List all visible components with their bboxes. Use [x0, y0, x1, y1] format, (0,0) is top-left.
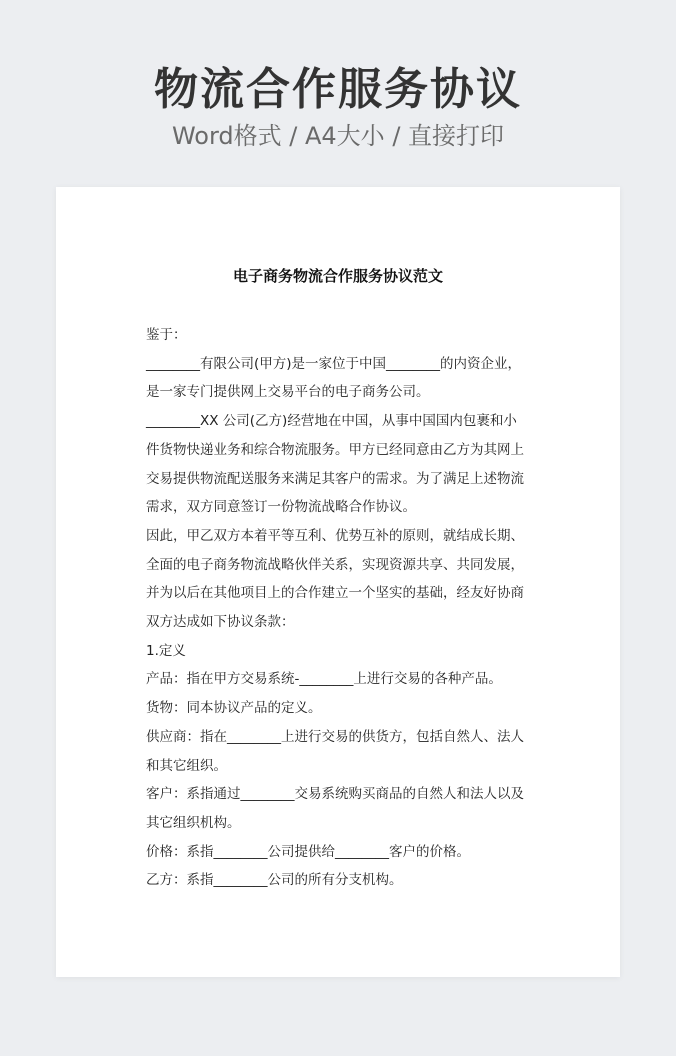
document-line: 产品：指在甲方交易系统-________上进行交易的各种产品。 [146, 671, 502, 688]
document-line: 其它组织机构。 [146, 814, 241, 831]
document-line: 1.定义 [146, 642, 186, 659]
document-line: 价格：系指________公司提供给________客户的价格。 [146, 843, 470, 860]
document-line: 和其它组织。 [146, 757, 227, 774]
document-line: 并为以后在其他项目上的合作建立一个坚实的基础，经友好协商 [146, 585, 524, 602]
document-line: ________XX 公司(乙方)经营地在中国，从事中国国内包裹和小 [146, 413, 517, 430]
document-line: 是一家专门提供网上交易平台的电子商务公司。 [146, 384, 430, 401]
document-line: 全面的电子商务物流战略伙伴关系，实现资源共享、共同发展， [146, 556, 524, 573]
document-title: 电子商务物流合作服务协议范文 [232, 267, 443, 285]
document-body [146, 321, 532, 895]
document-line: 客户：系指通过________交易系统购买商品的自然人和法人以及 [146, 786, 524, 803]
banner [0, 0, 676, 185]
document-line: 供应商：指在________上进行交易的供货方，包括自然人、法人 [146, 728, 524, 745]
banner-subtitle: Word格式 / A4大小 / 直接打印 [171, 122, 505, 150]
document-line: 需求，双方同意签订一份物流战略合作协议。 [146, 499, 416, 516]
document-line: 货物：同本协议产品的定义。 [146, 700, 322, 717]
document-line: 鉴于： [146, 327, 187, 343]
document-line: 件货物快递业务和综合物流服务。甲方已经同意由乙方为其网上 [146, 441, 524, 458]
document-line: 交易提供物流配送服务来满足其客户的需求。为了满足上述物流 [146, 470, 524, 487]
banner-title: 物流合作服务协议 [154, 64, 522, 115]
document-line: ________有限公司(甲方)是一家位于中国________的内资企业， [146, 355, 522, 372]
document-line: 因此，甲乙双方本着平等互利、优势互补的原则，就结成长期、 [146, 527, 524, 544]
document-line: 乙方：系指________公司的所有分支机构。 [146, 872, 403, 889]
document-line: 双方达成如下协议条款： [146, 614, 295, 631]
